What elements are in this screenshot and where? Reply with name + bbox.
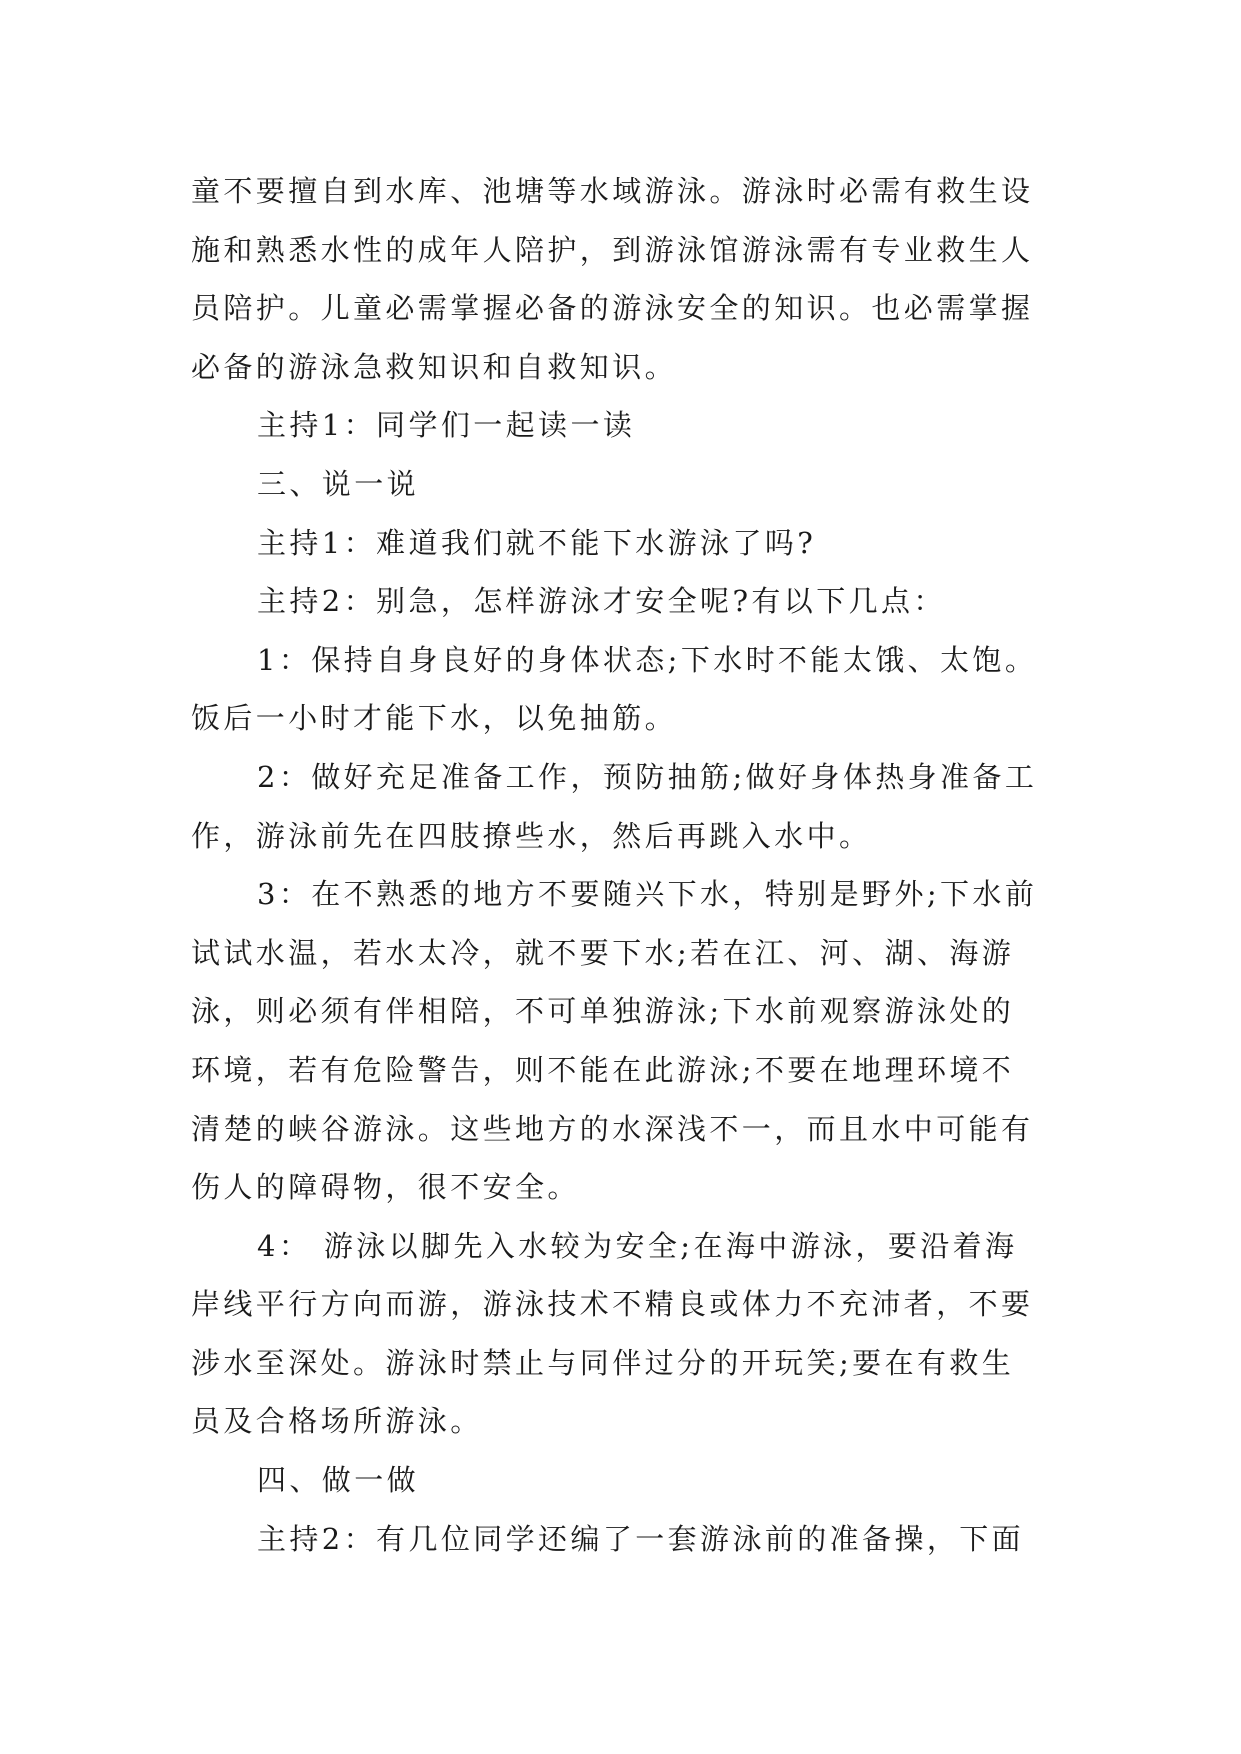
section-heading: 四、做一做 (257, 1463, 420, 1498)
list-item: 2：做好充足准备工作，预防抽筋;做好身体热身准备工 (257, 759, 1038, 794)
section-heading: 三、说一说 (257, 466, 420, 501)
text-line: 伤人的障碍物，很不安全。 (191, 1170, 580, 1205)
text-line: 童不要擅自到水库、池塘等水域游泳。游泳时必需有救生设 (191, 174, 1034, 208)
document-body (191, 162, 1051, 1568)
text-line: 主持1：同学们一起读一读 (257, 408, 636, 443)
text-line: 主持2：别急，怎样游泳才安全呢?有以下几点： (257, 584, 946, 619)
text-line: 岸线平行方向而游，游泳技术不精良或体力不充沛者，不要 (191, 1287, 1034, 1322)
text-line: 作，游泳前先在四肢撩些水，然后再跳入水中。 (191, 818, 872, 853)
text-line: 施和熟悉水性的成年人陪护，到游泳馆游泳需有专业救生人 (191, 232, 1034, 267)
text-line: 涉水至深处。游泳时禁止与同伴过分的开玩笑;要在有救生 (191, 1345, 1015, 1380)
list-item: 3：在不熟悉的地方不要随兴下水，特别是野外;下水前 (257, 877, 1038, 912)
text-line: 试试水温，若水太冷，就不要下水;若在江、河、湖、海游 (191, 935, 1015, 970)
text-line: 员陪护。儿童必需掌握必备的游泳安全的知识。也必需掌握 (191, 291, 1034, 326)
text-line: 饭后一小时才能下水，以免抽筋。 (191, 701, 678, 736)
text-line: 必备的游泳急救知识和自救知识。 (191, 349, 678, 384)
text-line: 清楚的峡谷游泳。这些地方的水深浅不一，而且水中可能有 (191, 1111, 1034, 1146)
list-item: 4： 游泳以脚先入水较为安全;在海中游泳，要沿着海 (257, 1228, 1018, 1263)
list-item: 1：保持自身良好的身体状态;下水时不能太饿、太饱。 (257, 642, 1038, 677)
text-line: 主持2：有几位同学还编了一套游泳前的准备操，下面 (257, 1521, 1025, 1556)
text-line: 员及合格场所游泳。 (191, 1404, 483, 1439)
text-line: 主持1：难道我们就不能下水游泳了吗? (257, 525, 817, 560)
text-line: 环境，若有危险警告，则不能在此游泳;不要在地理环境不 (191, 1052, 1015, 1087)
text-line: 泳，则必须有伴相陪，不可单独游泳;下水前观察游泳处的 (191, 994, 1015, 1029)
